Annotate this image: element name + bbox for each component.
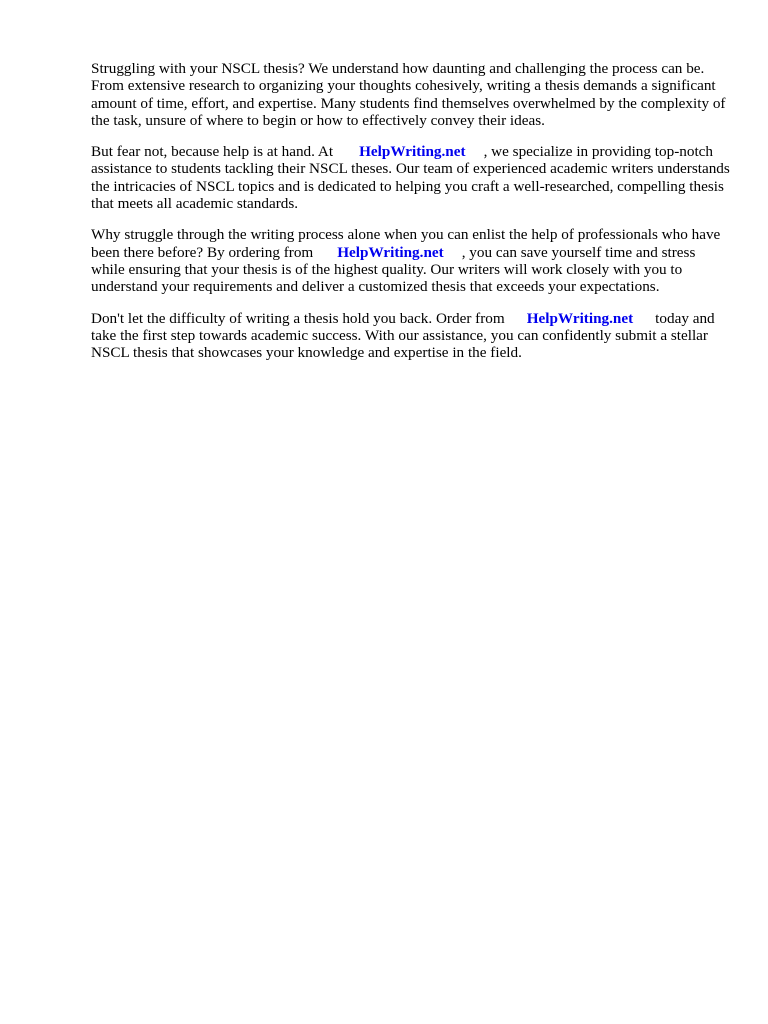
paragraph-order-text-after: today and take the first step towards academic success. With our assistance, you can confidently submit a stellar NSCL thesis that showcases your knowledge and expertise in the field. [91,309,715,362]
paragraph-order-text-before: Don't let the difficulty of writing a thesis hold you back. Order from [91,309,505,327]
helpwriting-link[interactable]: HelpWriting.net [526,309,634,327]
paragraph-help-text-after: , we specialize in providing top-notch assistance to students tackling their NSCL theses. Our team of experienced academic writers understands the intricacies of NSCL topics and is dedicated to helping you craft a well-researched, compelling thesis that meets all academic standards. [91,143,730,213]
helpwriting-link[interactable]: HelpWriting.net [337,243,444,261]
paragraph-help [91,143,731,212]
paragraph-professionals [91,226,731,295]
paragraph-help-text-before: But fear not, because help is at hand. At [91,143,334,161]
paragraph-intro [91,60,731,129]
paragraph-order [91,310,731,362]
paragraph-professionals-text-before: Why struggle through the writing process alone when you can enlist the help of professionals who have been there before? By ordering from [91,226,721,261]
paragraph-intro-text: Struggling with your NSCL thesis? We understand how daunting and challenging the process can be. From extensive research to organizing your thoughts cohesively, writing a thesis demands a significant amount of time, effort, and expertise. Many students find themselves overwhelmed by the complexity of the task, unsure of where to begin or how to effectively convey their ideas. [91,60,726,129]
paragraph-professionals-text-after: , you can save yourself time and stress while ensuring that your thesis is of the highest quality. Our writers will work closely with you to understand your requirements and deliver a customized thesis that exceeds your expectations. [91,243,696,296]
helpwriting-link[interactable]: HelpWriting.net [359,143,466,161]
document-page [91,60,731,375]
